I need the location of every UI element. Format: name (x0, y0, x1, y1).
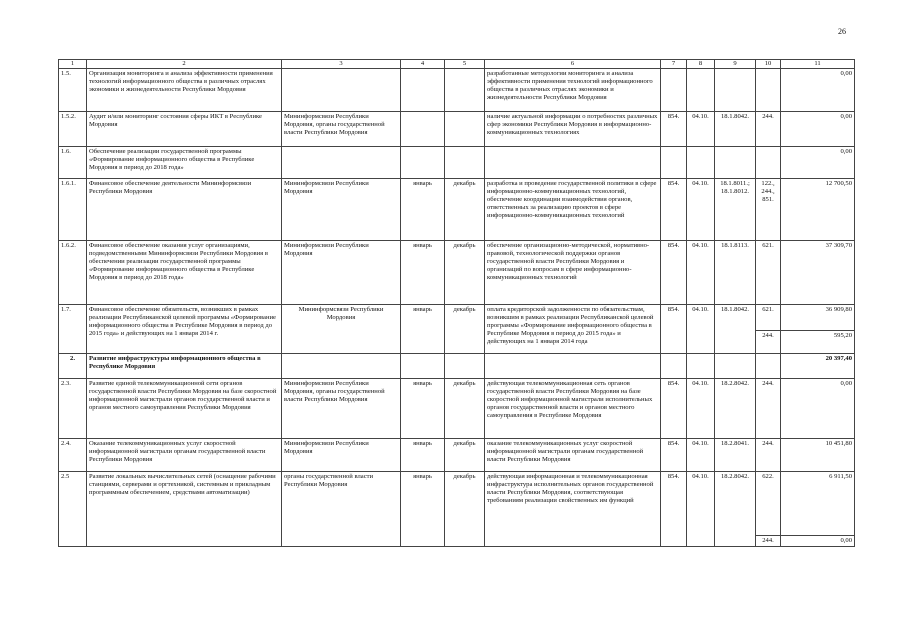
row-executor: Мининформсвязи Республики Мордовия, органы государственной власти Республики Мордовия (282, 378, 401, 438)
row-name: Развитие локальных вычислительных сетей (оснащение рабочими станциями, серверами и оргтехникой, системным и прикладным программным обеспечением, средствами автоматизации) (87, 471, 282, 546)
row-sum: 12 700,50 (781, 178, 855, 240)
row-vr-2: 244. (756, 535, 781, 546)
table-row (59, 304, 855, 330)
row-csr: 18.1.8042. (715, 111, 756, 146)
row-grbs: 854. (661, 178, 687, 240)
row-vr (756, 146, 781, 178)
row-sum-2: 0,00 (781, 535, 855, 546)
row-vr (756, 68, 781, 111)
row-rzpr: 04.10. (687, 438, 715, 471)
row-name: Развитие инфраструктуры информационного общества в Республике Мордовия (87, 353, 282, 378)
row-sum-2: 595,20 (781, 330, 855, 353)
col-header: 7 (661, 60, 687, 69)
row-executor (282, 353, 401, 378)
row-csr: 18.1.8042. (715, 304, 756, 353)
row-csr (715, 146, 756, 178)
row-rzpr (687, 146, 715, 178)
row-number: 2.5 (59, 471, 87, 546)
row-rzpr: 04.10. (687, 471, 715, 546)
row-number: 1.7. (59, 304, 87, 353)
row-end: декабрь (445, 438, 485, 471)
row-rzpr (687, 68, 715, 111)
col-header: 6 (485, 60, 661, 69)
row-start (401, 146, 445, 178)
row-csr: 18.2.8042. (715, 378, 756, 438)
table-row (59, 438, 855, 471)
col-header: 10 (756, 60, 781, 69)
row-vr: 244. (756, 378, 781, 438)
row-csr: 18.1.8011.; 18.1.8012. (715, 178, 756, 240)
row-name: Развитие единой телекоммуникационной сети органов государственной власти Республики Мордовия на базе скоростной информационной магистрали органов государственной власти и органов местного самоуправления Республики Мордовия (87, 378, 282, 438)
row-executor: Мининформсвязи Республики Мордовия (282, 438, 401, 471)
row-grbs: 854. (661, 111, 687, 146)
row-grbs (661, 68, 687, 111)
program-table (58, 59, 855, 547)
row-name: Организация мониторинга и анализа эффективности применения технологий информационного общества в различных отраслях экономики и жизнедеятельности Республики Мордовия (87, 68, 282, 111)
row-sum: 0,00 (781, 68, 855, 111)
col-header: 1 (59, 60, 87, 69)
row-end (445, 68, 485, 111)
row-start: январь (401, 178, 445, 240)
row-end: декабрь (445, 240, 485, 304)
row-rzpr: 04.10. (687, 178, 715, 240)
row-start (401, 68, 445, 111)
row-vr: 122., 244., 851. (756, 178, 781, 240)
row-end: декабрь (445, 378, 485, 438)
row-executor: Мининформсвязи Республики Мордовия (282, 178, 401, 240)
row-name: Финансовое обеспечение оказания услуг организациями, подведомственными Мининформсвязи Республики Мордовия в обеспечении реализации государственной программы «Формирование информационного общества в Республике Мордовия в период до 2018 года» (87, 240, 282, 304)
row-sum: 36 909,80 (781, 304, 855, 330)
row-start: январь (401, 471, 445, 546)
row-sum: 20 397,40 (781, 353, 855, 378)
row-number: 1.6.2. (59, 240, 87, 304)
row-result: наличие актуальной информации о потребностях различных сфер экономики Республики Мордовия в информационно-коммуникационных технологиях (485, 111, 661, 146)
row-vr: 621. (756, 304, 781, 330)
table-row (59, 146, 855, 178)
row-grbs: 854. (661, 438, 687, 471)
row-end (445, 353, 485, 378)
row-csr: 18.1.8113. (715, 240, 756, 304)
row-executor (282, 146, 401, 178)
row-number: 1.6.1. (59, 178, 87, 240)
row-result: разработка и проведение государственной политики в сфере информационно-коммуникационных технологий, обеспечение координации взаимодействия органов, ответственных за реализацию проектов в сфере информационно-коммуникационных технологий (485, 178, 661, 240)
row-name: Финансовое обеспечение деятельности Мининформсвязи Республики Мордовия (87, 178, 282, 240)
row-number: 2.4. (59, 438, 87, 471)
row-start: январь (401, 378, 445, 438)
row-csr: 18.2.8041. (715, 438, 756, 471)
table-row (59, 68, 855, 111)
row-name: Оказание телекоммуникационных услуг скоростной информационной магистрали органам государственной власти Республики Мордовия (87, 438, 282, 471)
table-row (59, 240, 855, 304)
row-grbs (661, 353, 687, 378)
row-end: декабрь (445, 178, 485, 240)
table-row (59, 378, 855, 438)
row-grbs: 854. (661, 304, 687, 353)
row-number: 2.3. (59, 378, 87, 438)
col-header: 5 (445, 60, 485, 69)
row-result: действующая телекоммуникационная сеть органов государственной власти Республики Мордовия на базе скоростной информационной магистрали исполнительных органов государственной власти и органов местного самоуправления в Республике Мордовия (485, 378, 661, 438)
row-number: 2. (59, 353, 87, 378)
row-end (445, 111, 485, 146)
row-vr (756, 353, 781, 378)
col-header: 2 (87, 60, 282, 69)
row-number: 1.6. (59, 146, 87, 178)
row-vr-2: 244. (756, 330, 781, 353)
row-end: декабрь (445, 304, 485, 353)
row-name: Аудит и/или мониторинг состояния сферы ИКТ в Республике Мордовия (87, 111, 282, 146)
row-rzpr: 04.10. (687, 111, 715, 146)
row-number: 1.5.2. (59, 111, 87, 146)
table-row (59, 178, 855, 240)
row-sum: 0,00 (781, 111, 855, 146)
row-executor: Мининформсвязи Республики Мордовия (282, 304, 401, 353)
row-rzpr: 04.10. (687, 304, 715, 353)
col-header: 3 (282, 60, 401, 69)
row-sum: 6 911,50 (781, 471, 855, 535)
row-csr (715, 68, 756, 111)
row-result: оплата кредиторской задолженности по обязательствам, возникшим в рамках реализации Республиканской целевой программы «Формирование информационного общества в Республике Мордовия в период до 2015 года» и действующих на 1 января 2014 года (485, 304, 661, 353)
row-start: январь (401, 304, 445, 353)
row-name: Обеспечение реализации государственной программы «Формирование информационного общества в Республике Мордовия в период до 2018 года» (87, 146, 282, 178)
row-sum: 10 451,80 (781, 438, 855, 471)
row-executor: органы государственной власти Республики Мордовия (282, 471, 401, 546)
row-result: действующая информационная и телекоммуникационная инфраструктура исполнительных органов государственной власти Республики Мордовия, соответствующая требованиям реализации свойственных им функций (485, 471, 661, 546)
row-result: оказание телекоммуникационных услуг скоростной информационной магистрали органам государственной власти Республики Мордовия (485, 438, 661, 471)
row-vr: 244. (756, 111, 781, 146)
row-sum: 0,00 (781, 378, 855, 438)
row-executor: Мининформсвязи Республики Мордовия, органы государственной власти Республики Мордовия (282, 111, 401, 146)
row-result: обеспечение организационно-методической, нормативно-правовой, технологической поддержки органов государственной власти Республики Мордовия и организаций по вопросам в сфере информационно-коммуникационных технологий (485, 240, 661, 304)
row-end: декабрь (445, 471, 485, 546)
row-csr (715, 353, 756, 378)
row-start: январь (401, 438, 445, 471)
row-vr: 621. (756, 240, 781, 304)
col-header: 9 (715, 60, 756, 69)
col-header: 8 (687, 60, 715, 69)
row-grbs: 854. (661, 240, 687, 304)
header-row (59, 60, 855, 69)
row-csr: 18.2.8042. (715, 471, 756, 546)
row-executor (282, 68, 401, 111)
row-grbs: 854. (661, 378, 687, 438)
row-vr: 244. (756, 438, 781, 471)
col-header: 11 (781, 60, 855, 69)
row-end (445, 146, 485, 178)
row-start (401, 353, 445, 378)
row-result (485, 353, 661, 378)
col-header: 4 (401, 60, 445, 69)
table-row (59, 471, 855, 535)
row-start: январь (401, 240, 445, 304)
page-number: 26 (838, 27, 846, 36)
row-number: 1.5. (59, 68, 87, 111)
row-sum: 0,00 (781, 146, 855, 178)
row-sum: 37 309,70 (781, 240, 855, 304)
row-executor: Мининформсвязи Республики Мордовия (282, 240, 401, 304)
row-result: разработанные методологии мониторинга и анализа эффективности применения технологий информационного общества в различных отраслях экономики и жизнедеятельности Республики Мордовия (485, 68, 661, 111)
row-result (485, 146, 661, 178)
row-rzpr (687, 353, 715, 378)
table-row (59, 111, 855, 146)
row-name: Финансовое обеспечение обязательств, возникших в рамках реализации Республиканской целевой программы «Формирование информационного общества в Республике Мордовия в период до 2015 года» и действующих на 1 января 2014 г. (87, 304, 282, 353)
row-grbs: 854. (661, 471, 687, 546)
row-grbs (661, 146, 687, 178)
row-rzpr: 04.10. (687, 378, 715, 438)
row-start (401, 111, 445, 146)
row-rzpr: 04.10. (687, 240, 715, 304)
row-vr: 622. (756, 471, 781, 535)
table-row (59, 353, 855, 378)
